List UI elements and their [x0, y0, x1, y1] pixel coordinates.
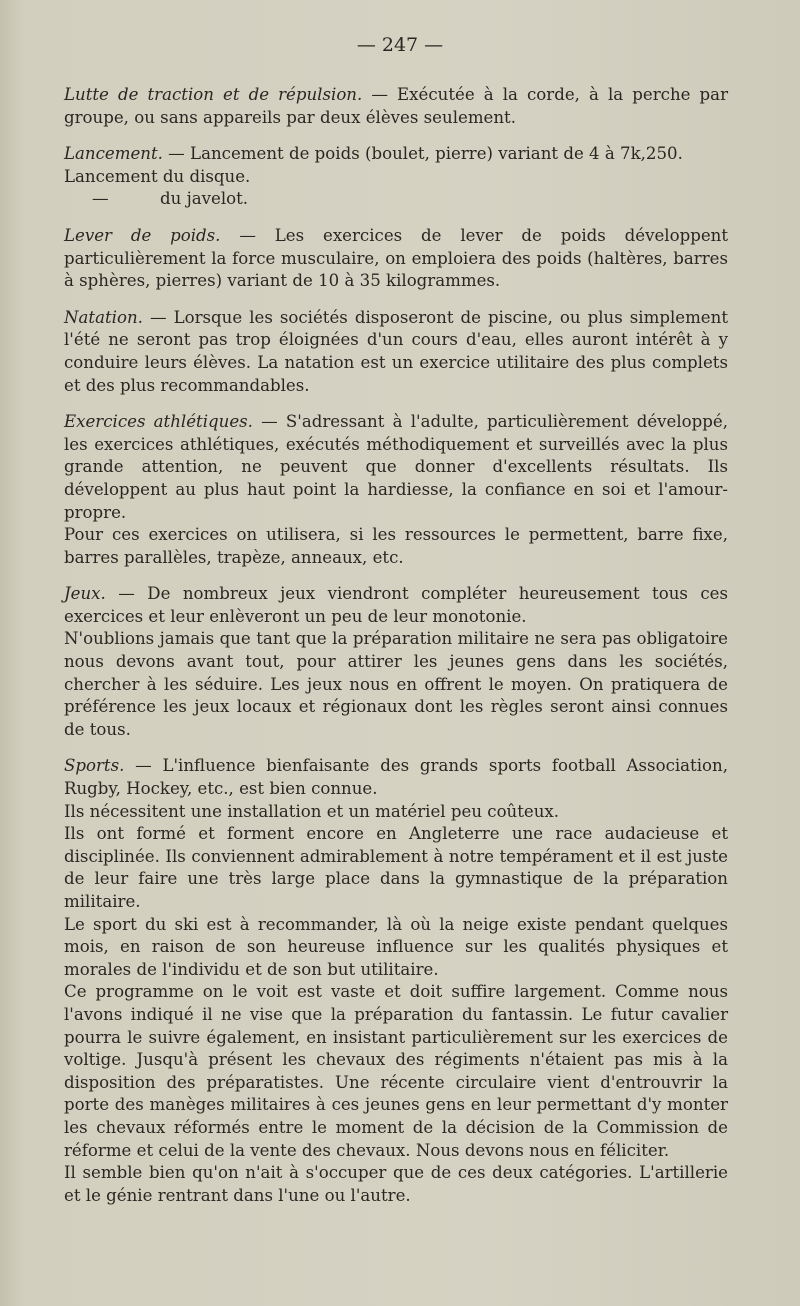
list-line: Lancement du disque. [64, 166, 251, 186]
paragraph [64, 583, 728, 628]
paragraph [64, 225, 728, 293]
list-line [92, 188, 728, 211]
section-lutte [64, 84, 728, 129]
list-line-text: du javelot. [160, 189, 249, 209]
section-natation [64, 307, 728, 397]
section-heading: Natation. [64, 307, 143, 327]
section-heading: Lever de poids. [64, 225, 221, 245]
paragraph-text: — De nombreux jeux viendront compléter heureusement tous ces exercices et leur enlèveront un peu de leur monotonie. [64, 584, 728, 626]
section-heading: Sports. [64, 756, 125, 776]
section-lever-de-poids [64, 225, 728, 293]
section-heading: Jeux. [64, 584, 106, 604]
section-sports [64, 755, 728, 1207]
paragraph [64, 307, 728, 397]
page-number: — 247 — [356, 34, 444, 56]
paragraph [64, 755, 728, 800]
paragraph-text: — S'adressant à l'adulte, particulièrement développé, les exercices athlétiques, exécutés méthodiquement et surveillés avec la plus grande attention, ne peuvent que donner d'excellents résultats. Ils développent au plus haut point la hardiesse, la confiance en soi et l'amour-propre. [64, 412, 729, 522]
section-jeux [64, 583, 728, 741]
ditto-dash: — [92, 189, 109, 209]
paragraph: N'oublions jamais que tant que la préparation militaire ne sera pas obligatoire nous devons avant tout, pour attirer les jeunes gens dans les sociétés, chercher à les séduire. Les jeux nous en offrent le moyen. On pratiquera de préférence les jeux locaux et régionaux dont les règles seront ainsi connues de tous. [64, 629, 728, 739]
paragraph-text: — Lancement de poids (boulet, pierre) variant de 4 à 7k,250. [162, 144, 683, 164]
section-heading: Lancement. [64, 144, 163, 164]
section-lancement [64, 143, 728, 211]
paragraph: Le sport du ski est à recommander, là où la neige existe pendant quelques mois, en raison de son heureuse influence sur les qualités physiques et morales de l'individu et de son but utilitaire. [64, 914, 728, 979]
section-heading: Exercices athlétiques. [64, 412, 253, 432]
section-heading: Lutte de traction et de répulsion. [64, 85, 363, 104]
paragraph: Il semble bien qu'on n'ait à s'occuper que de ces deux catégories. L'artillerie et le génie rentrant dans l'une ou l'autre. [64, 1163, 728, 1205]
paragraph [64, 84, 728, 129]
paragraph-text: — L'influence bienfaisante des grands sports football Association, Rugby, Hockey, etc., est bien connue. [64, 756, 728, 799]
paragraph: Pour ces exercices on utilisera, si les ressources le permettent, barre fixe, barres parallèles, trapèze, anneaux, etc. [64, 525, 728, 567]
body-text [64, 84, 728, 1221]
paragraph: Ce programme on le voit est vaste et doit suffire largement. Comme nous l'avons indiqué il ne vise que la préparation du fantassin. Le futur cavalier pourra le suivre également, en insistant particulièrement sur les exercices de voltige. Jusqu'à présent les chevaux des régiments n'étaient pas mis à la disposition des préparatistes. Une récente circulaire vient d'entrouvrir la porte des manèges militaires à ces jeunes gens en leur permettant d'y monter les chevaux réformés entre le moment de la décision de la Commission de réforme et celui de la vente des chevaux. Nous devons nous en féliciter. [64, 982, 728, 1160]
section-exercices-athletiques [64, 411, 728, 569]
paragraph: Ils nécessitent une installation et un matériel peu coûteux. [64, 801, 560, 821]
paragraph-text: — Les exercices de lever de poids développent particulièrement la force musculaire, on emploiera des poids (haltères, barres à sphères, pierres) variant de 10 à 35 kilogrammes. [64, 225, 729, 291]
paragraph [64, 411, 728, 524]
paragraph-text: — Exécutée à la corde, à la perche par groupe, ou sans appareils par deux élèves seulement. [64, 85, 729, 127]
paragraph-text: — Lorsque les sociétés disposeront de piscine, ou plus simplement l'été ne seront pas trop éloignées d'un cours d'eau, elles auront intérêt à y conduire leurs élèves. La natation est un exercice utilitaire des plus complets et des plus recommandables. [64, 307, 728, 395]
paragraph: Ils ont formé et forment encore en Angleterre une race audacieuse et disciplinée. Ils conviennent admirablement à notre tempérament et il est juste de leur faire une très large place dans la gymnastique de la préparation militaire. [64, 824, 728, 911]
paragraph [64, 143, 728, 166]
